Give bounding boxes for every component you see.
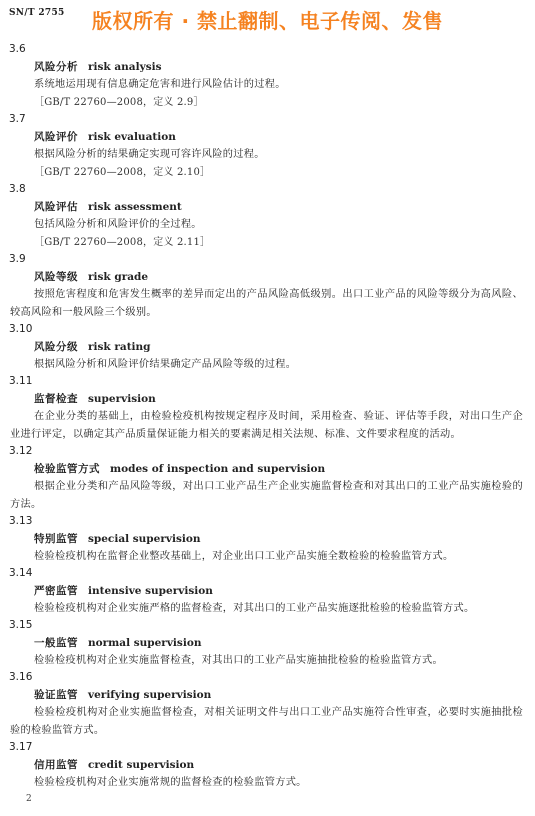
term-english: special supervision xyxy=(88,533,201,545)
clause-number: 3.17 xyxy=(9,741,33,753)
term-heading xyxy=(0,636,535,650)
term-definition: 按照危害程度和危害发生概率的差异而定出的产品风险高低级别。出口工业产品的风险等级分为高风险、较高风险和一般风险三个级别。 xyxy=(10,289,523,318)
page-number: 2 xyxy=(26,794,32,804)
term-chinese: 风险分级 xyxy=(34,341,78,353)
term-definition: 检验检疫机构对企业实施常规的监督检查的检验监管方式。 xyxy=(34,777,307,788)
clause-number: 3.11 xyxy=(9,375,33,387)
term-chinese: 信用监管 xyxy=(34,759,78,771)
term-entry xyxy=(0,618,535,670)
clause-number: 3.9 xyxy=(9,253,26,265)
term-english: normal supervision xyxy=(88,637,202,649)
term-entry xyxy=(0,322,535,374)
term-heading xyxy=(0,758,535,772)
term-definition: 检验检疫机构对企业实施监督检查，对相关证明文件与出口工业产品实施符合性审查，必要时实施抽批检验的检验监管方式。 xyxy=(10,707,523,736)
term-entry xyxy=(0,444,535,514)
term-chinese: 风险评估 xyxy=(34,201,78,213)
term-definition: 包括风险分析和风险评价的全过程。 xyxy=(34,219,202,230)
term-entry xyxy=(0,252,535,322)
term-heading xyxy=(0,462,535,476)
term-english: credit supervision xyxy=(88,759,195,771)
term-definition: 检验检疫机构对企业实施监督检查，对其出口的工业产品实施抽批检验的检验监管方式。 xyxy=(34,655,444,666)
clause-number: 3.7 xyxy=(9,113,26,125)
term-definition: 根据风险分析的结果确定实现可容许风险的过程。 xyxy=(34,149,265,160)
clause-number: 3.16 xyxy=(9,671,33,683)
term-heading xyxy=(0,392,535,406)
term-heading xyxy=(0,200,535,214)
term-chinese: 风险等级 xyxy=(34,271,78,283)
term-chinese: 特别监管 xyxy=(34,533,78,545)
term-english: risk analysis xyxy=(88,61,162,73)
term-chinese: 风险评价 xyxy=(34,131,78,143)
term-english: risk assessment xyxy=(88,201,182,213)
clause-number: 3.13 xyxy=(9,515,33,527)
term-chinese: 监督检查 xyxy=(34,393,78,405)
term-entry xyxy=(0,566,535,618)
term-english: intensive supervision xyxy=(88,585,213,597)
terms-list xyxy=(0,42,535,792)
term-english: risk grade xyxy=(88,271,149,283)
term-english: verifying supervision xyxy=(88,689,212,701)
term-entry xyxy=(0,740,535,792)
term-definition: 在企业分类的基础上，由检验检疫机构按规定程序及时间，采用检查、验证、评估等手段，对出口生产企业进行评定，以确定其产品质量保证能力相关的要素满足相关法规、标准、文件要求程度的活动。 xyxy=(10,411,523,440)
term-chinese: 严密监管 xyxy=(34,585,78,597)
term-chinese: 风险分析 xyxy=(34,61,78,73)
term-entry xyxy=(0,182,535,251)
clause-number: 3.8 xyxy=(9,183,26,195)
term-english: risk evaluation xyxy=(88,131,176,143)
term-entry xyxy=(0,42,535,111)
term-definition: 根据企业分类和产品风险等级，对出口工业产品生产企业实施监督检查和对其出口的工业产品实施检验的方法。 xyxy=(10,481,523,510)
source-reference: ［GB/T 22760—2008，定义 2.11］ xyxy=(34,237,211,248)
clause-number: 3.10 xyxy=(9,323,33,335)
term-entry xyxy=(0,374,535,444)
term-chinese: 一般监管 xyxy=(34,637,78,649)
clause-number: 3.14 xyxy=(9,567,33,579)
term-chinese: 验证监管 xyxy=(34,689,78,701)
term-heading xyxy=(0,688,535,702)
term-heading xyxy=(0,532,535,546)
term-entry xyxy=(0,514,535,566)
term-definition: 检验检疫机构对企业实施严格的监督检查，对其出口的工业产品实施逐批检验的检验监管方式。 xyxy=(34,603,475,614)
term-english: modes of inspection and supervision xyxy=(110,463,326,475)
term-heading xyxy=(0,270,535,284)
term-entry xyxy=(0,112,535,181)
term-english: supervision xyxy=(88,393,156,405)
term-definition: 检验检疫机构在监督企业整改基础上，对企业出口工业产品实施全数检验的检验监管方式。 xyxy=(34,551,454,562)
source-reference: ［GB/T 22760—2008，定义 2.10］ xyxy=(34,167,211,178)
clause-number: 3.15 xyxy=(9,619,33,631)
source-reference: ［GB/T 22760—2008，定义 2.9］ xyxy=(34,97,204,108)
term-definition: 系统地运用现有信息确定危害和进行风险估计的过程。 xyxy=(34,79,286,90)
term-heading xyxy=(0,60,535,74)
document-code: SN/T 2755 xyxy=(9,8,65,18)
term-heading xyxy=(0,130,535,144)
term-english: risk rating xyxy=(88,341,151,353)
term-definition: 根据风险分析和风险评价结果确定产品风险等级的过程。 xyxy=(34,359,297,370)
clause-number: 3.12 xyxy=(9,445,33,457)
clause-number: 3.6 xyxy=(9,43,26,55)
term-heading xyxy=(0,340,535,354)
term-heading xyxy=(0,584,535,598)
copyright-watermark: 版权所有 · 禁止翻制、电子传阅、发售 xyxy=(92,9,444,33)
term-entry xyxy=(0,670,535,740)
term-chinese: 检验监管方式 xyxy=(34,463,100,475)
